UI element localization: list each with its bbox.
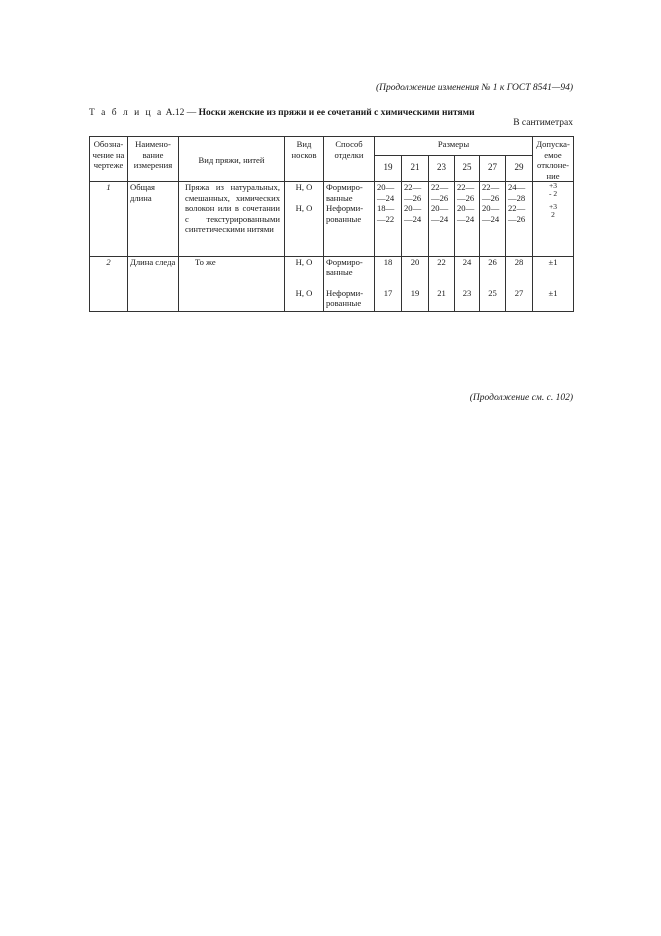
table-row <box>90 256 574 278</box>
row-measurement: Длина следа <box>128 256 179 312</box>
size-value: 27 <box>506 278 533 312</box>
row-finishing: Формиро-ванные <box>324 256 375 278</box>
row-tolerance: ±1 <box>533 256 574 278</box>
size-value: 20— —24 <box>480 203 506 224</box>
size-header: 19 <box>375 156 402 182</box>
row-sock: Н, О <box>285 203 324 224</box>
table-caption: Носки женские из пряжи и ее сочетаний с химическими нитями <box>198 108 475 118</box>
table-label: Т а б л и ц а <box>89 108 164 118</box>
row-finishing: Формиро-ванные <box>324 182 375 204</box>
header-row <box>90 137 574 156</box>
size-value: 21 <box>429 278 455 312</box>
size-value: 22— —26 <box>429 182 455 204</box>
row-yarn: Пряжа из натуральных, смешанных, химических волокон или в сочетании с текстурированными синтетическими нитями <box>179 182 285 257</box>
sizes-table <box>89 136 574 312</box>
row-sock: Н, О <box>285 278 324 312</box>
row-yarn: То же <box>179 256 285 312</box>
tolerance-plus: +3 <box>549 181 557 190</box>
size-value: 20— —24 <box>429 203 455 224</box>
size-value: 20 <box>402 256 429 278</box>
size-value: 24— —28 <box>506 182 533 204</box>
size-header: 25 <box>455 156 480 182</box>
header-note: (Продолжение изменения № 1 к ГОСТ 8541—94) <box>375 83 573 93</box>
size-value: 19 <box>402 278 429 312</box>
row-measurement: Общая длина <box>128 182 179 257</box>
row-sock: Н, О <box>285 182 324 204</box>
size-value: 22— —26 <box>480 182 506 204</box>
row-finishing: Неформи-рованные <box>324 278 375 312</box>
size-value: 18— —22 <box>375 203 402 224</box>
size-value: 22— —26 <box>455 182 480 204</box>
footer-note: (Продолжение см. с. 102) <box>469 393 573 403</box>
tolerance-plus: +3 <box>549 202 557 211</box>
size-value: 22— —26 <box>506 203 533 224</box>
size-value: 25 <box>480 278 506 312</box>
size-value: 20— —24 <box>402 203 429 224</box>
table-row <box>90 182 574 204</box>
row-designation: 2 <box>90 256 128 312</box>
size-value: 20— —24 <box>375 182 402 204</box>
size-value: 24 <box>455 256 480 278</box>
size-value: 22— —26 <box>402 182 429 204</box>
header-finishing: Способ отделки <box>324 137 375 182</box>
size-header: 23 <box>429 156 455 182</box>
tolerance-minus: - 2 <box>548 189 558 198</box>
size-value: 20— —24 <box>455 203 480 224</box>
size-value: 17 <box>375 278 402 312</box>
size-value: 28 <box>506 256 533 278</box>
size-header: 21 <box>402 156 429 182</box>
size-header: 29 <box>506 156 533 182</box>
header-measurement: Наимено-вание измерения <box>128 137 179 182</box>
tolerance-minus: 2 <box>551 210 555 219</box>
size-value: 22 <box>429 256 455 278</box>
row-designation: 1 <box>90 182 128 257</box>
header-tolerance: Допуска-емое отклоне-ние <box>533 137 574 182</box>
table-dash: — <box>186 108 197 118</box>
table-number: А.12 <box>165 108 185 118</box>
size-value: 18 <box>375 256 402 278</box>
row-sock: Н, О <box>285 256 324 278</box>
size-value: 23 <box>455 278 480 312</box>
header-sizes: Размеры <box>375 137 533 156</box>
header-designation: Обозна-чение на чертеже <box>90 137 128 182</box>
table-title <box>89 108 475 118</box>
header-sock-type: Вид носков <box>285 137 324 182</box>
header-yarn-type: Вид пряжи, нитей <box>179 137 285 182</box>
row-finishing: Неформи-рованные <box>324 203 375 224</box>
size-header: 27 <box>480 156 506 182</box>
row-tolerance <box>533 203 574 224</box>
size-value: 26 <box>480 256 506 278</box>
row-tolerance: ±1 <box>533 278 574 312</box>
unit-note: В сантиметрах <box>513 118 573 128</box>
row-tolerance <box>533 182 574 204</box>
